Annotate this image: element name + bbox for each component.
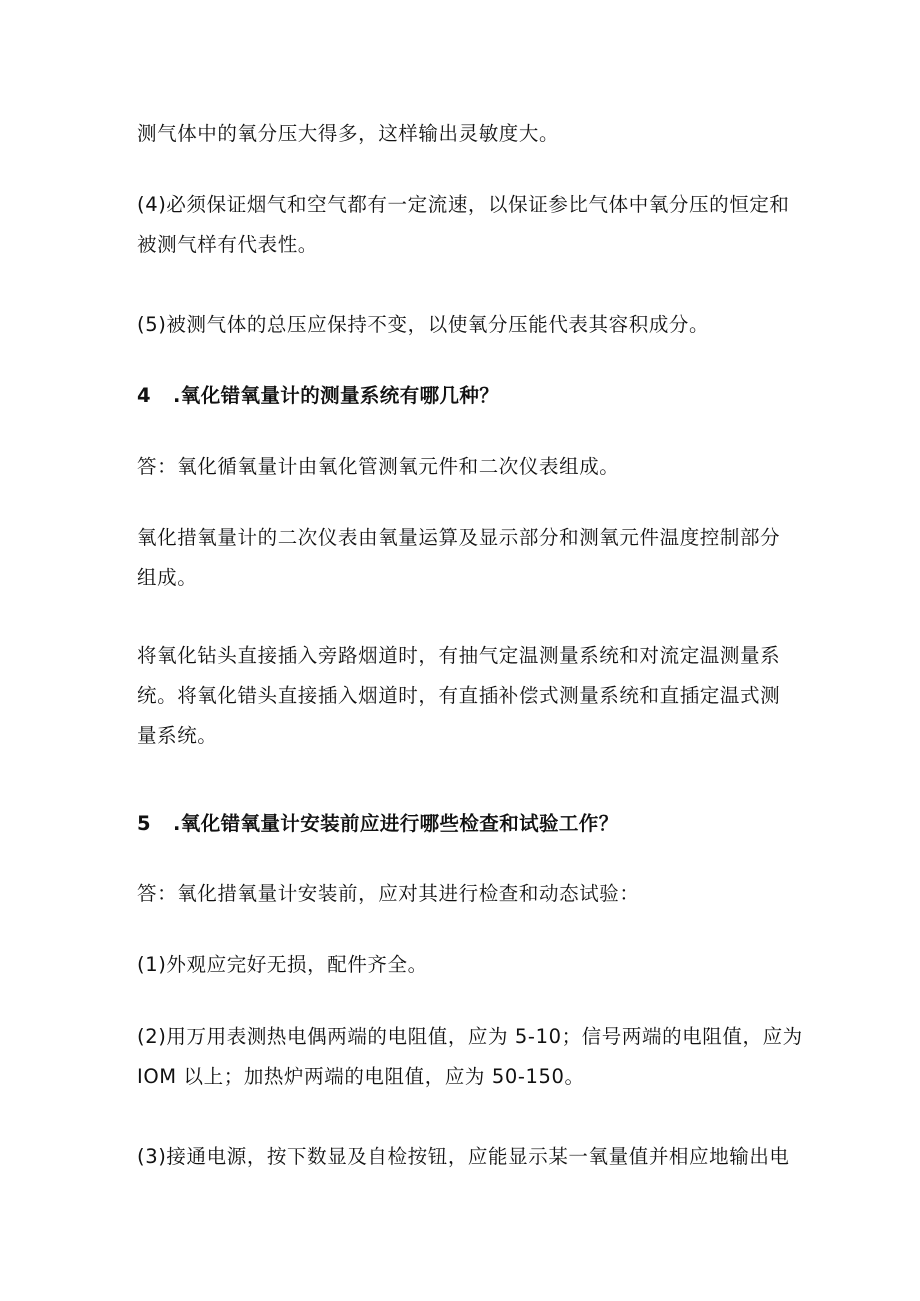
paragraph-measurement-systems [137, 636, 787, 756]
paragraph-secondary-instrument [137, 518, 787, 598]
paragraph-item-4 [137, 185, 790, 265]
paragraph-line: 答：氧化循氧量计由氧化管测氧元件和二次仪表组成。 [137, 455, 620, 478]
heading-number: 5 [137, 812, 151, 835]
paragraph-line: 量系统。 [137, 724, 218, 747]
paragraph-line: (5)被测气体的总压应保持不变，以使氧分压能代表其容积成分。 [137, 313, 710, 336]
paragraph-item-2 [137, 1017, 803, 1097]
paragraph-line: (3)接通电源，按下数显及自检按钮，应能显示某一氧量值并相应地输出电 [137, 1145, 790, 1168]
paragraph-item-5 [137, 305, 787, 345]
paragraph-line: 统。将氧化错头直接插入烟道时，有直插补偿式测量系统和直插定温式测 [137, 684, 781, 707]
paragraph-line: 答：氧化措氧量计安装前，应对其进行检查和动态试验： [137, 882, 640, 905]
paragraph-line: 氧化措氧量计的二次仪表由氧量运算及显示部分和测氧元件温度控制部分 [137, 526, 781, 549]
paragraph-line: 组成。 [137, 566, 198, 589]
paragraph-item-1 [137, 945, 787, 985]
heading-text: .氧化错氧量计的测量系统有哪几种？ [173, 384, 500, 407]
paragraph-line: 测气体中的氧分压大得多，这样输出灵敏度大。 [137, 122, 560, 145]
paragraph-line: (4)必须保证烟气和空气都有一定流速，以保证参比气体中氧分压的恒定和 [137, 193, 790, 216]
paragraph-line: 被测气样有代表性。 [137, 233, 318, 256]
paragraph-line: (2)用万用表测热电偶两端的电阻值，应为 5-10；信号两端的电阻值，应为 [137, 1025, 803, 1048]
paragraph-line: (1)外观应完好无损，配件齐全。 [137, 953, 428, 976]
answer-paragraph-2 [137, 874, 787, 914]
answer-paragraph-1 [137, 447, 787, 487]
heading-question-4 [137, 376, 787, 416]
paragraph-1 [137, 114, 787, 154]
paragraph-line: IOM 以上；加热炉两端的电阻值，应为 50-150。 [137, 1065, 585, 1088]
heading-question-5 [137, 804, 787, 844]
heading-text: .氧化错氧量计安装前应进行哪些检查和试验工作？ [173, 812, 619, 835]
heading-number: 4 [137, 384, 151, 407]
paragraph-item-3 [137, 1137, 790, 1177]
paragraph-line: 将氧化钻头直接插入旁路烟道时，有抽气定温测量系统和对流定温测量系 [137, 644, 781, 667]
